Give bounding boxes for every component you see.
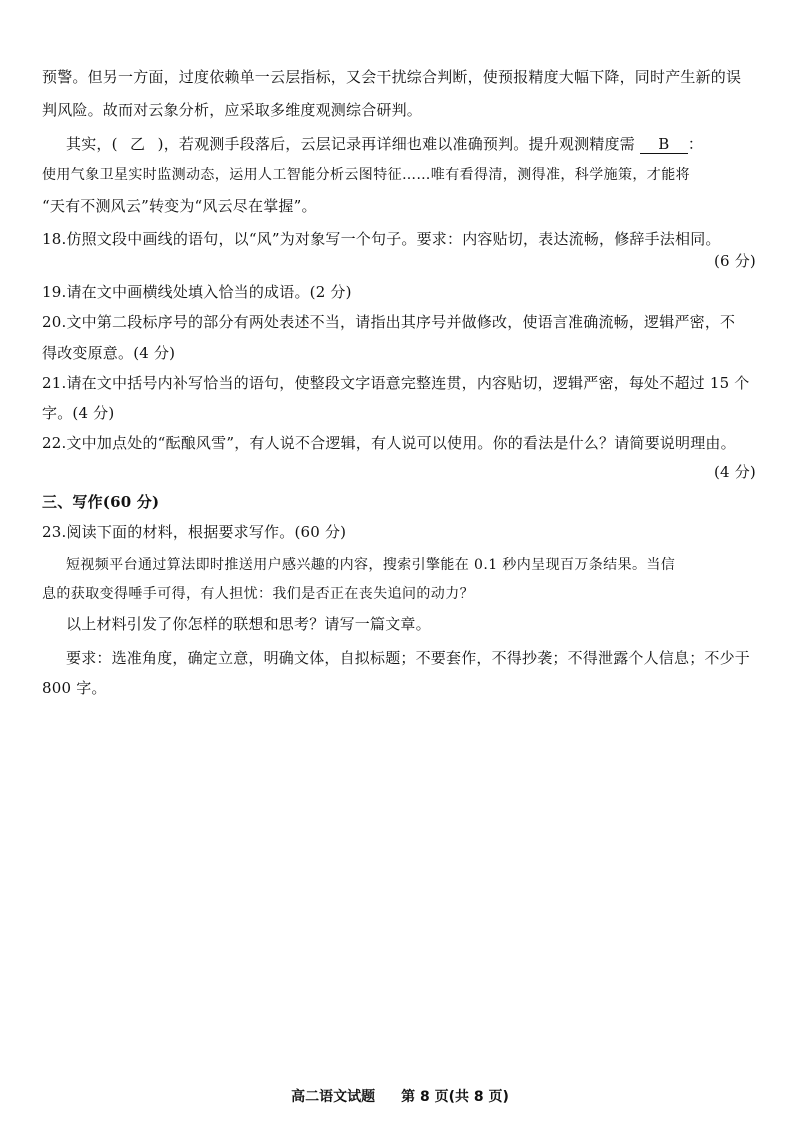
writing-prompt: 以上材料引发了你怎样的联想和思考？请写一篇文章。 [66,615,431,633]
question-21: 21.请在文中括号内补写恰当的语句，使整段文字语意完整连贯，内容贴切，逻辑严密，每处不超过 15 个 [42,374,750,392]
question-22-score: (4 分) [713,463,756,481]
passage-line-with-blanks [66,134,703,154]
question-19: 19.请在文中画横线处填入恰当的成语。(2 分) [42,283,352,301]
section-title: 三、写作(60 分) [42,493,160,511]
passage-line: “天有不测风云”转变为“风云尽在掌握”。 [42,197,317,215]
question-23: 23.阅读下面的材料，根据要求写作。(60 分) [42,523,347,541]
answer-blank: B [640,135,688,154]
passage-text: ： [687,135,704,153]
material-line: 息的获取变得唾手可得，有人担忧：我们是否正在丧失追问的动力？ [42,586,474,602]
writing-requirements: 要求：选准角度，确定立意，明确文体，自拟标题；不要套作，不得抄袭；不得泄露个人信息；不少于 [66,649,751,667]
question-22: 22.文中加点处的“酝酿风雪”，有人说不合逻辑，有人说可以使用。你的看法是什么？请简要说明理由。 [42,434,736,452]
question-18-score: (6 分) [713,252,756,270]
exam-title: 高二语文试题 [291,1089,376,1105]
passage-line: 预警。但另一方面，过度依赖单一云层指标，又会干扰综合判断，使预报精度大幅下降，同时产生新的误 [42,68,742,86]
passage-text: 其实，( [66,135,118,153]
paren-label: 乙 [130,135,146,153]
passage-text: )，若观测手段落后，云层记录再详细也难以准确预判。提升观测精度需 [157,135,635,153]
question-18: 18.仿照文段中画线的语句，以“风”为对象写一个句子。要求：内容贴切，表达流畅，修辞手法相同。 [42,230,721,248]
material-line: 短视频平台通过算法即时推送用户感兴趣的内容，搜索引擎能在 0.1 秒内呈现百万条结果。当信 [66,557,676,573]
question-21-cont: 字。(4 分) [42,404,115,422]
question-20: 20.文中第二段标序号的部分有两处表述不当，请指出其序号并做修改，使语言准确流畅，逻辑严密，不 [42,313,736,331]
page-number: 第 8 页(共 8 页) [401,1089,509,1105]
writing-requirements-cont: 800 字。 [42,679,107,697]
passage-line: 判风险。故而对云象分析，应采取多维度观测综合研判。 [42,101,423,119]
page-footer [0,1086,800,1106]
passage-line: 使用气象卫星实时监测动态，运用人工智能分析云图特征……唯有看得清，测得准，科学施策，才能将 [42,167,690,183]
question-20-cont: 得改变原意。(4 分) [42,344,176,362]
